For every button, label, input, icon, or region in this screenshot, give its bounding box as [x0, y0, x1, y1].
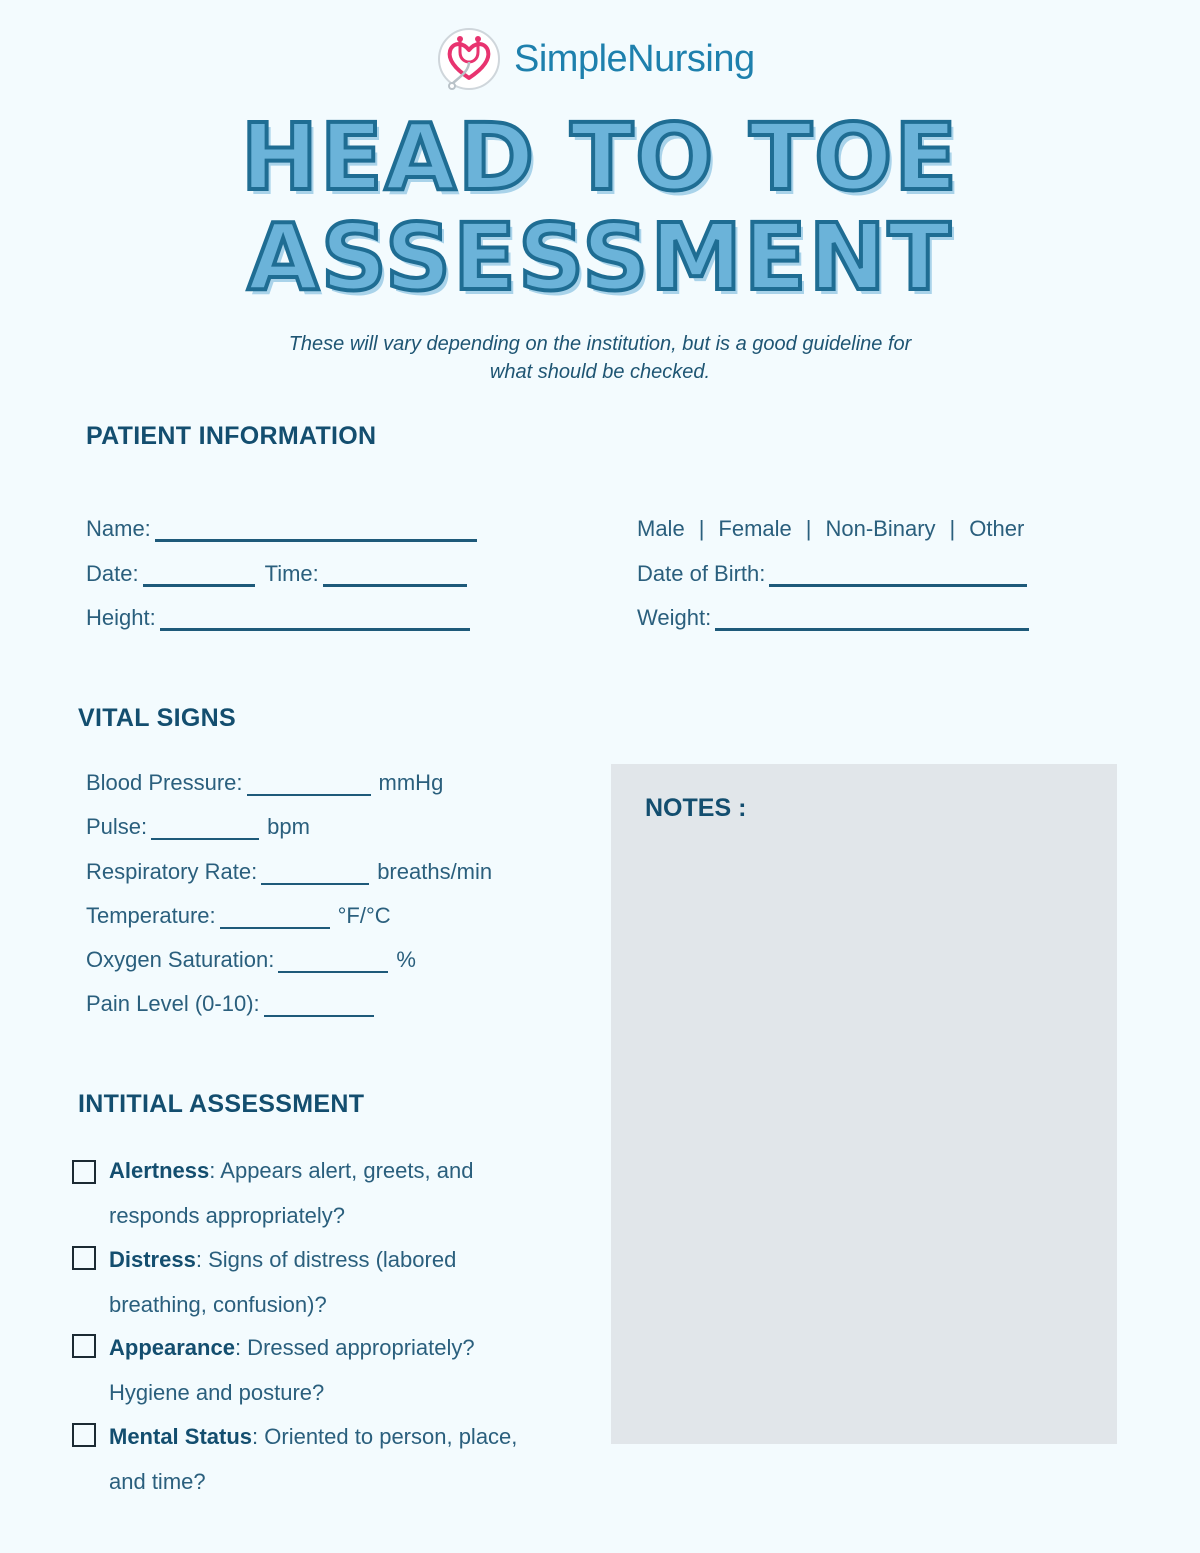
assessment-item-distress	[72, 1237, 592, 1327]
vital-input-line[interactable]	[264, 995, 374, 1017]
assessment-term: Mental Status	[109, 1424, 253, 1449]
title-line-1: HEAD TO TOE	[240, 104, 960, 211]
subtitle-line-1: These will vary depending on the institution, but is a good guideline for	[288, 333, 912, 355]
subtitle-line-2: what should be checked.	[489, 361, 711, 383]
checkbox[interactable]	[72, 1246, 96, 1270]
assessment-item-alertness	[72, 1148, 592, 1238]
vital-signs-heading: VITAL SIGNS	[78, 704, 236, 732]
assessment-term: Distress	[109, 1247, 196, 1272]
vital-respiratory-rate	[86, 859, 492, 885]
date-time-field	[86, 561, 467, 587]
vital-oxygen-saturation	[86, 947, 416, 973]
title-line-2: ASSESSMENT	[247, 204, 953, 311]
vital-label: Respiratory Rate:	[86, 859, 258, 884]
assessment-term: Appearance	[109, 1335, 235, 1360]
assessment-term: Alertness	[109, 1158, 210, 1183]
name-input-line[interactable]	[155, 519, 477, 542]
assessment-desc-cont: and time?	[109, 1469, 206, 1494]
gender-separator: |	[698, 516, 705, 541]
notes-box[interactable]	[611, 764, 1117, 1444]
checkbox[interactable]	[72, 1334, 96, 1358]
assessment-item-mental-status	[72, 1414, 592, 1504]
vital-label: Pulse:	[86, 814, 148, 839]
notes-heading: NOTES :	[645, 794, 747, 822]
vital-pain-level	[86, 991, 374, 1017]
vital-label: Oxygen Saturation:	[86, 947, 275, 972]
weight-label: Weight:	[637, 605, 712, 630]
gender-option-male[interactable]: Male	[637, 516, 685, 541]
assessment-text	[109, 1237, 592, 1327]
assessment-desc: : Appears alert, greets, and	[209, 1158, 474, 1183]
name-field	[86, 516, 477, 542]
checkbox[interactable]	[72, 1423, 96, 1447]
assessment-text	[109, 1148, 592, 1238]
vital-temperature	[86, 903, 391, 929]
gender-option-non-binary[interactable]: Non-Binary	[825, 516, 936, 541]
assessment-desc-cont: Hygiene and posture?	[109, 1380, 325, 1405]
vital-label: Temperature:	[86, 903, 216, 928]
stethoscope-heart-icon	[436, 26, 502, 92]
vital-label: Pain Level (0-10):	[86, 991, 260, 1016]
initial-assessment-heading: INTITIAL ASSESSMENT	[78, 1090, 365, 1118]
gender-separator: |	[805, 516, 812, 541]
time-input-line[interactable]	[323, 564, 467, 587]
vital-pulse	[86, 814, 310, 840]
assessment-text	[109, 1325, 592, 1415]
vital-unit: %	[396, 947, 416, 972]
dob-input-line[interactable]	[769, 564, 1027, 587]
patient-info-heading: PATIENT INFORMATION	[86, 422, 377, 450]
gender-options	[637, 516, 1024, 542]
vital-input-line[interactable]	[220, 907, 330, 929]
time-label: Time:	[264, 561, 319, 586]
gender-separator: |	[949, 516, 956, 541]
gender-option-other[interactable]: Other	[969, 516, 1025, 541]
vital-label: Blood Pressure:	[86, 770, 243, 795]
vital-unit: mmHg	[378, 770, 444, 795]
assessment-text	[109, 1414, 592, 1504]
assessment-desc: : Signs of distress (labored	[195, 1247, 457, 1272]
dob-field	[637, 561, 1027, 587]
dob-label: Date of Birth:	[637, 561, 766, 586]
subtitle	[200, 330, 1000, 386]
brand-name: SimpleNursing	[514, 37, 755, 80]
vital-input-line[interactable]	[278, 951, 388, 973]
vital-unit: bpm	[267, 814, 310, 839]
vital-unit: breaths/min	[377, 859, 493, 884]
assessment-desc-cont: breathing, confusion)?	[109, 1292, 327, 1317]
weight-field	[637, 605, 1029, 631]
date-input-line[interactable]	[143, 564, 255, 587]
height-input-line[interactable]	[160, 608, 470, 631]
vital-input-line[interactable]	[151, 818, 259, 840]
gender-option-female[interactable]: Female	[718, 516, 792, 541]
assessment-desc: : Dressed appropriately?	[234, 1335, 475, 1360]
assessment-desc: : Oriented to person, place,	[252, 1424, 518, 1449]
name-label: Name:	[86, 516, 151, 541]
assessment-item-appearance	[72, 1325, 592, 1415]
height-label: Height:	[86, 605, 156, 630]
vital-blood-pressure	[86, 770, 443, 796]
checkbox[interactable]	[72, 1160, 96, 1184]
height-field	[86, 605, 470, 631]
weight-input-line[interactable]	[715, 608, 1029, 631]
vital-unit: °F/°C	[337, 903, 391, 928]
brand-logo	[436, 26, 755, 92]
assessment-desc-cont: responds appropriately?	[109, 1203, 346, 1228]
vital-input-line[interactable]	[247, 774, 371, 796]
date-label: Date:	[86, 561, 139, 586]
vital-input-line[interactable]	[261, 863, 369, 885]
